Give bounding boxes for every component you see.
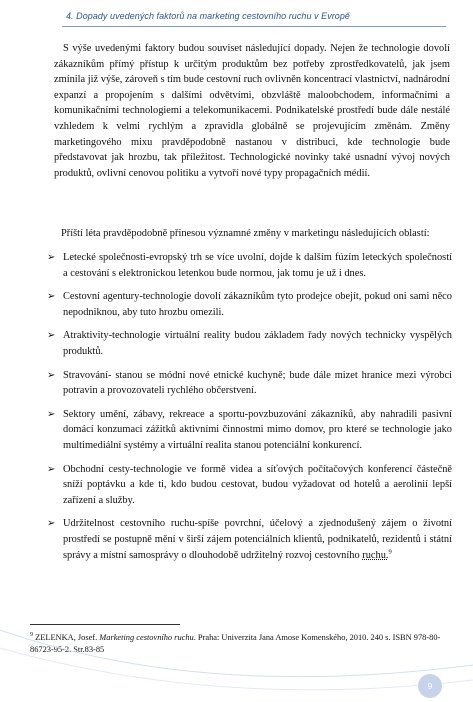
footnote-number: 9 bbox=[30, 632, 33, 638]
body-paragraph-2: Příští léta pravděpodobně přinesou významné změny v marketingu následujících oblastí: bbox=[61, 228, 430, 239]
header-divider bbox=[62, 26, 446, 27]
arrow-bullet-icon: ➢ bbox=[47, 252, 56, 263]
list-item-text: Cestovní agentury-technologie dovolí zákazníkům tyto prodejce obejít, pokud oni sami něco nepodniknou, aby tuto hrozbu omezili. bbox=[63, 291, 452, 318]
list-item-text: Sektory umění, zábavy, rekreace a sportu-povzbuzování zákazníků, aby nahradili pasivní domácí konzumaci zážitků aktivními činnostmi mimo domov, pro které se technologie jako multimediální systémy a virtuální realita stanou potenciální konkurencí. bbox=[63, 408, 452, 451]
footnote-author: ZELENKA, Josef. bbox=[33, 632, 100, 642]
bullet-list bbox=[47, 250, 452, 571]
list-item-text: Letecké společnosti-evropský trh se více uvolní, dojde k dalším fúzím leteckých společností a cestování s elektronickou letenkou bude normou, jak tomu je už i dnes. bbox=[63, 252, 452, 279]
list-item bbox=[47, 368, 452, 399]
list-item bbox=[47, 328, 452, 359]
body-paragraph-1: S výše uvedenými faktory budou souviset následující dopady. Nejen že technologie dovolí zákazníkům přímý přístup k určitým produktům bez potřeby zprostředkovatelů, jak jsem zmínila již výše, zároveň s tím bude cestovní ruch ovlivněn koncentrací vlastnictví, nadnárodní expanzí a propojením s dalšími odvětvími, obzvláště maloobchodem, informačními a komunikačními technologiemi a telekomunikacemi. Podnikatelské prostředí bude dále nestálé vzhledem k velmi rychlým a zpravidla globálně se projevujícím změnám. Změny marketingového mixu pravděpodobně nastanou v distribuci, kde technologie bude představovat jak hrozbu, tak příležitost. Technologické novinky také usnadní vývoj nových produktů, ovlivní cenovou politiku a vytvoří nové typy propagačních médií. bbox=[54, 43, 450, 179]
footnote-title: Marketing cestovního ruchu bbox=[99, 632, 194, 642]
arrow-bullet-icon: ➢ bbox=[47, 369, 56, 381]
page-number: 9 bbox=[418, 674, 442, 698]
footnote-reference[interactable]: 9 bbox=[388, 548, 392, 556]
running-header: 4. Dopady uvedených faktorů na marketing cestovního ruchu v Evropě bbox=[66, 11, 350, 21]
underlined-word: ruchu. bbox=[362, 549, 389, 561]
list-item bbox=[47, 407, 452, 454]
list-item bbox=[47, 462, 452, 509]
list-item bbox=[47, 289, 452, 320]
arrow-bullet-icon: ➢ bbox=[47, 463, 56, 475]
list-item-text: Udržitelnost cestovního ruchu-spíše povrchní, účelový a zjednodušený zájem o životní prostředí se postupně mění v širší zájem potenciálních klientů, podnikatelů, rezidentů i státní správy a místní samosprávy o dlouhodobě udržitelný rozvoj cestovního bbox=[63, 518, 452, 561]
arrow-bullet-icon: ➢ bbox=[47, 291, 56, 303]
list-item bbox=[47, 516, 452, 563]
list-item-text: Stravování- stanou se módní nové etnické kuchyně; bude dále mizet hranice mezi výrobci potravin a provozovateli rychlého občerstvení. bbox=[63, 369, 452, 397]
arrow-bullet-icon: ➢ bbox=[47, 330, 56, 342]
arrow-bullet-icon: ➢ bbox=[47, 518, 56, 530]
list-item bbox=[47, 250, 452, 281]
arrow-bullet-icon: ➢ bbox=[47, 408, 56, 420]
list-item-text: Obchodní cesty-technologie ve formě videa a síťových počítačových konferencí částečně sníží poptávku a kde ti, kdo budou cestovat, budou vyžadovat od hotelů a aerolinií lepší zařízení a služby. bbox=[63, 463, 452, 506]
decorative-arc bbox=[0, 560, 473, 702]
footnote-details: . Praha: Univerzita Jana Amose Komenského, 2010. 240 s. ISBN 978-80-86723-95-2. Str.83-85 bbox=[30, 632, 441, 654]
list-item-text: Atraktivity-technologie virtuální reality budou základem řady nových technicky vyspělých produktů. bbox=[63, 330, 452, 357]
